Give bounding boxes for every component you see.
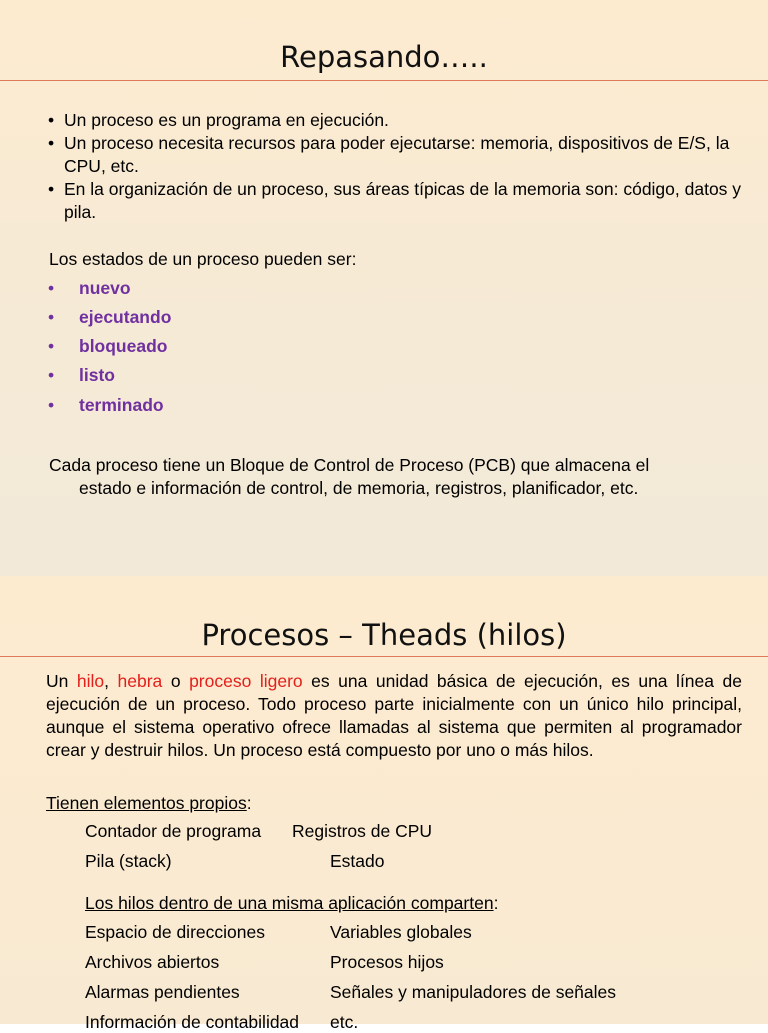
title-divider (0, 656, 768, 657)
slide-title: Procesos – Theads (hilos) (201, 618, 567, 652)
sep: o (162, 671, 190, 691)
bullet-dot-icon: • (48, 110, 55, 130)
shared-elements-heading (85, 892, 498, 915)
colon: : (246, 793, 252, 813)
slide-title: Repasando….. (280, 40, 488, 74)
shared-item: Alarmas pendientes (85, 982, 240, 1002)
term-proceso-ligero: proceso ligero (189, 671, 303, 691)
shared-item: Procesos hijos (330, 952, 444, 972)
colon: : (493, 893, 499, 913)
shared-heading-text: Los hilos dentro de una misma aplicación comparten (85, 893, 494, 913)
bullet-dot-icon: • (48, 336, 55, 356)
pcb-line-1: Cada proceso tiene un Bloque de Control de Proceso (PCB) que almacena el (49, 455, 650, 475)
shared-item: Información de contabilidad (85, 1012, 300, 1032)
bullet-text: En la organización de un proceso, sus áreas típicas de la memoria son: código, datos y pila. (64, 179, 742, 222)
shared-item: etc. (330, 1012, 359, 1032)
shared-item: Espacio de direcciones (85, 922, 265, 942)
own-item: Pila (stack) (85, 851, 172, 871)
bullet-dot-icon: • (48, 395, 55, 415)
term-hebra: hebra (117, 671, 163, 691)
sep: , (104, 671, 118, 691)
state-label: listo (79, 365, 115, 385)
state-label: bloqueado (79, 336, 168, 356)
bullet-text: Un proceso necesita recursos para poder ejecutarse: memoria, dispositivos de E/S, la CPU, etc. (64, 133, 730, 176)
bullet-dot-icon: • (48, 307, 55, 327)
intro-pre: Un (46, 671, 77, 691)
state-label: terminado (79, 395, 164, 415)
shared-item: Archivos abiertos (85, 952, 220, 972)
state-label: ejecutando (79, 307, 172, 327)
own-item: Contador de programa (85, 821, 262, 841)
own-heading-text: Tienen elementos propios (46, 793, 247, 813)
own-item: Estado (330, 851, 385, 871)
term-hilo: hilo (76, 671, 105, 691)
shared-item: Variables globales (330, 922, 472, 942)
title-divider (0, 80, 768, 81)
bullet-dot-icon: • (48, 179, 55, 199)
bullet-dot-icon: • (48, 133, 55, 153)
thread-definition (46, 670, 742, 762)
own-elements-heading (46, 792, 252, 815)
pcb-line-2: estado e información de control, de memoria, registros, planificador, etc. (79, 478, 639, 498)
bullet-dot-icon: • (48, 365, 55, 385)
intro-post: es una unidad básica de ejecución, es una línea de ejecución de un proceso. Todo proceso parte inicialmente con un único hilo principal, aunque el sistema operativo ofrece llamadas al sistema que permiten al programador crear y destruir hilos. Un proceso está compuesto por uno o más hilos. (46, 671, 742, 760)
bullet-text: Un proceso es un programa en ejecución. (64, 110, 389, 130)
slide-procesos-threads (0, 576, 768, 1032)
own-item: Registros de CPU (292, 821, 433, 841)
bullet-dot-icon: • (48, 278, 55, 298)
shared-item: Señales y manipuladores de señales (330, 982, 617, 1002)
states-intro: Los estados de un proceso pueden ser: (49, 249, 357, 269)
state-label: nuevo (79, 278, 131, 298)
